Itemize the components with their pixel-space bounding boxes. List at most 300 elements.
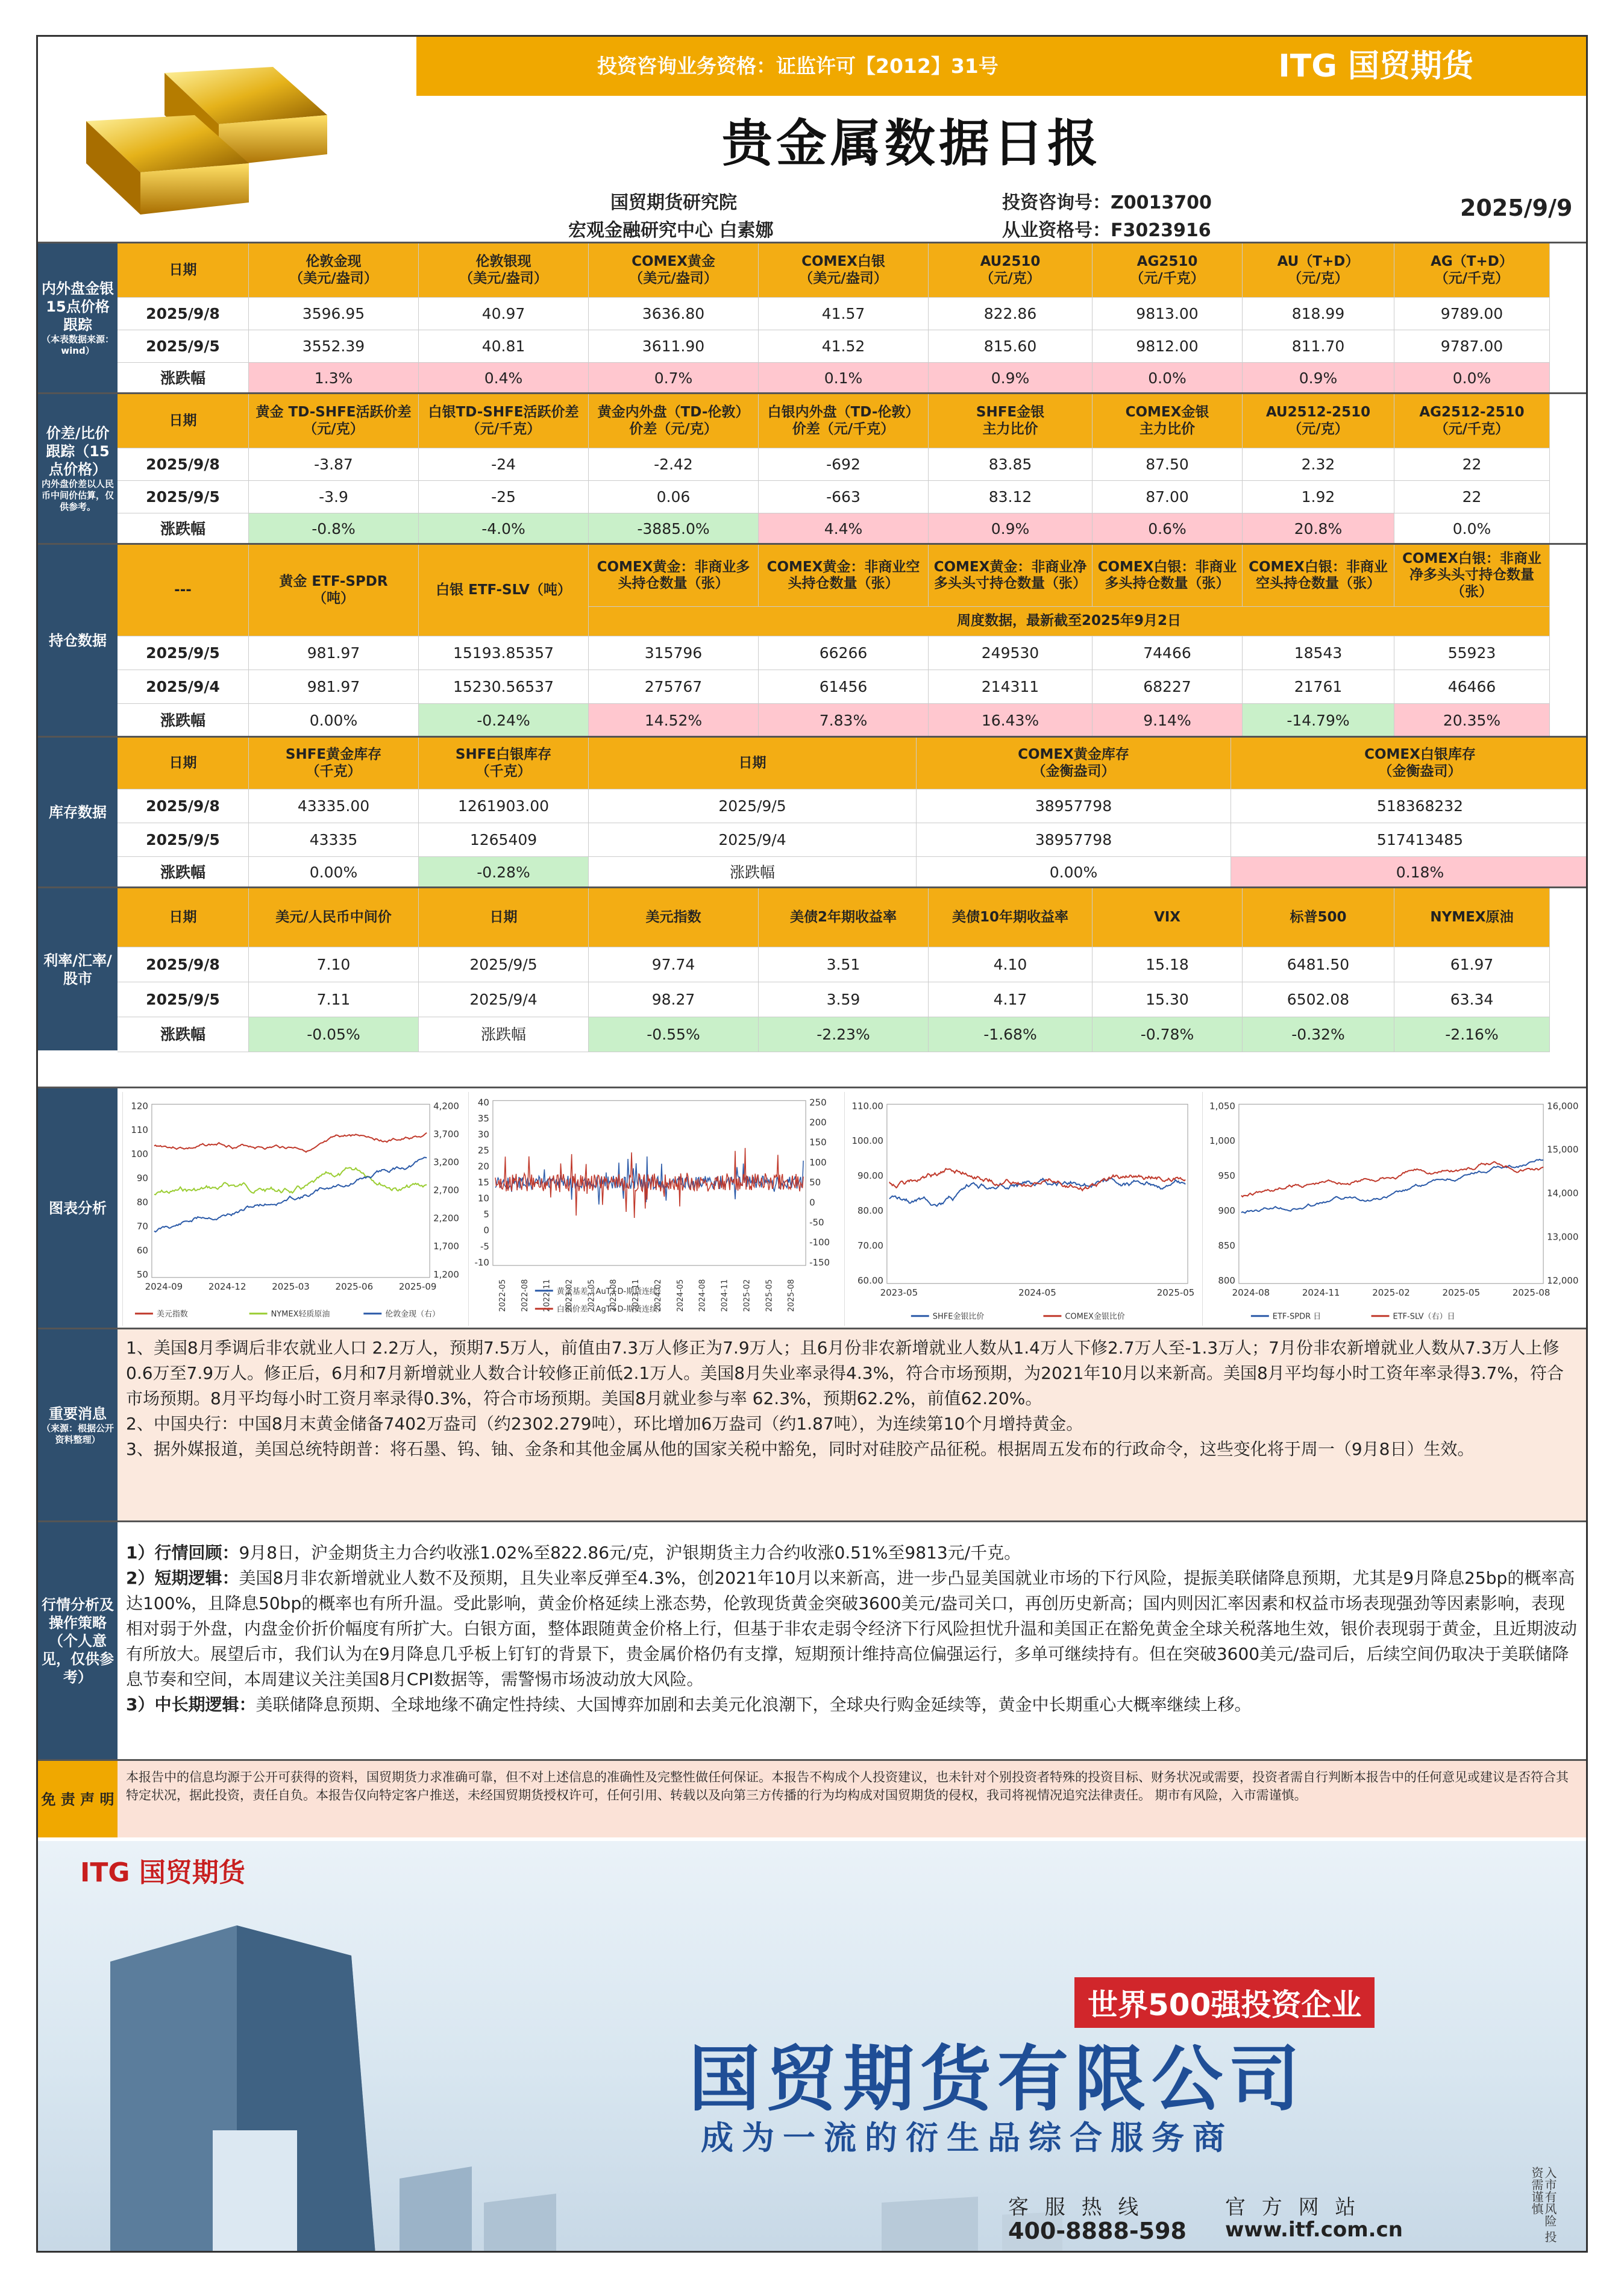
table-row bbox=[118, 513, 1588, 545]
table-cell: 38957798 bbox=[917, 823, 1231, 857]
table-cell: 3596.95 bbox=[249, 298, 419, 330]
column-header: 标普500 bbox=[1243, 888, 1394, 947]
table-cell: 3611.90 bbox=[589, 330, 759, 363]
tick-label: 35 bbox=[477, 1112, 489, 1124]
tick-label: 800 bbox=[1218, 1275, 1235, 1286]
table-cell: 16.43% bbox=[929, 704, 1093, 738]
section-note: （来源：根据公开资料整理） bbox=[41, 1422, 114, 1445]
table-cell: -25 bbox=[419, 481, 589, 513]
institute-name: 国贸期货研究院 bbox=[610, 192, 737, 213]
tick-label: 2024-11 bbox=[720, 1279, 730, 1312]
column-header: NYMEX原油 bbox=[1394, 888, 1550, 947]
tick-label: 2022-08 bbox=[520, 1279, 530, 1312]
table-cell: 2025/9/8 bbox=[118, 448, 249, 481]
table-cell: 0.18% bbox=[1231, 857, 1588, 888]
column-header: 黄金 ETF-SPDR （吨） bbox=[249, 545, 419, 636]
tick-label: 250 bbox=[809, 1097, 827, 1108]
tick-label: 0 bbox=[809, 1197, 815, 1208]
tick-label: 2,700 bbox=[433, 1185, 459, 1196]
news-item: 1、美国8月季调后非农就业人口 2.2万人，预期7.5万人，前值由7.3万人修正为7.9万人；且6月份非农新增就业人数从1.4万人下修2.7万人至-1.3万人；7月份非农新增就业人数从7.3万人上修0.6万至7.9万人。修正后，6月和7月新增就业人数合计较修正前低2.1万人。美国8月失业率录得4.3%，符合市场预期，为2021年10月以来新高。美国8月平均每小时工资年率录得3.7%，符合市场预期。8月平均每小时工资月率录得0.3%，符合市场预期。美国8月就业参与率 62.3%，预期62.2%，前值62.20%。 bbox=[126, 1338, 1564, 1408]
table-cell: 2025/9/4 bbox=[589, 823, 917, 857]
tick-label: 80 bbox=[136, 1197, 148, 1208]
table-cell: 2025/9/5 bbox=[118, 481, 249, 513]
footer-banner bbox=[38, 1841, 1588, 2253]
table-cell: 2025/9/4 bbox=[118, 670, 249, 704]
table-cell: 15193.85357 bbox=[419, 636, 589, 670]
table-cell: 0.00% bbox=[249, 704, 419, 738]
table-cell: 0.9% bbox=[929, 513, 1093, 545]
table-row bbox=[118, 1017, 1588, 1052]
table-cell: -3885.0% bbox=[589, 513, 759, 545]
table-cell: 2025/9/8 bbox=[118, 947, 249, 982]
table-cell: 18543 bbox=[1243, 636, 1394, 670]
tick-label: 2022-11 bbox=[542, 1279, 552, 1312]
website-link[interactable]: www.itf.com.cn bbox=[1225, 2218, 1403, 2242]
tick-label: 2025-02 bbox=[742, 1279, 752, 1312]
tick-label: 0 bbox=[483, 1225, 489, 1236]
table-cell: 2025/9/4 bbox=[419, 982, 589, 1017]
tick-label: 40 bbox=[477, 1097, 489, 1108]
tick-label: 2022-05 bbox=[498, 1279, 507, 1312]
risk-notice: 入市有风险 投资需谨慎 bbox=[1529, 2166, 1557, 2243]
column-header: COMEX白银：非商业空头持仓数量（张） bbox=[1243, 545, 1394, 607]
tick-label: 1,000 bbox=[1209, 1135, 1235, 1147]
table-cell: 6502.08 bbox=[1243, 982, 1394, 1017]
table-cell: 214311 bbox=[929, 670, 1093, 704]
table-cell: 0.9% bbox=[929, 363, 1093, 394]
section-label: 免 责 声 明 bbox=[38, 1761, 118, 1837]
table-cell: 涨跌幅 bbox=[118, 363, 249, 394]
tick-label: -5 bbox=[480, 1241, 489, 1252]
tick-label: -50 bbox=[809, 1217, 824, 1228]
table-cell: -0.24% bbox=[419, 704, 589, 738]
table-cell: 40.81 bbox=[419, 330, 589, 363]
tick-label: 2025-05 bbox=[1442, 1287, 1481, 1298]
tick-label: 2,200 bbox=[433, 1213, 459, 1224]
strategy-text: 9月8日，沪金期货主力合约收涨1.02%至822.86元/克，沪银期货主力合约收涨0.51%至9813元/千克。 bbox=[239, 1543, 1021, 1563]
table-row bbox=[118, 823, 1588, 857]
data-tables bbox=[38, 242, 1588, 1085]
table-cell: 518368232 bbox=[1231, 789, 1588, 823]
table-cell: 68227 bbox=[1093, 670, 1243, 704]
tick-label: 2023-08 bbox=[609, 1279, 619, 1312]
table-section bbox=[38, 242, 1588, 392]
tick-label: 850 bbox=[1218, 1240, 1235, 1251]
column-header: AU2510 （元/克） bbox=[929, 243, 1093, 298]
table-row bbox=[118, 704, 1588, 738]
footer-logo: ITG 国贸期货 bbox=[80, 1857, 245, 1888]
tick-label: 120 bbox=[131, 1100, 148, 1112]
tick-label: COMEX金银比价 bbox=[1065, 1312, 1125, 1322]
column-header: 黄金内外盘（TD-伦敦）价差（元/克） bbox=[589, 394, 759, 448]
table-cell: 涨跌幅 bbox=[419, 1017, 589, 1052]
table-cell: 2025/9/5 bbox=[589, 789, 917, 823]
table-cell: -0.32% bbox=[1243, 1017, 1394, 1052]
table-row bbox=[118, 670, 1588, 704]
tick-label: 13,000 bbox=[1547, 1231, 1579, 1243]
column-header: COMEX白银 （美元/盎司） bbox=[759, 243, 929, 298]
column-header: COMEX金银 主力比价 bbox=[1093, 394, 1243, 448]
tick-label: ETF-SPDR 日 bbox=[1272, 1312, 1321, 1322]
table-cell: 4.4% bbox=[759, 513, 929, 545]
column-header: COMEX黄金：非商业空头持仓数量（张） bbox=[759, 545, 929, 607]
table-cell: 0.00% bbox=[249, 857, 419, 888]
column-header: COMEX黄金库存 （金衡盎司） bbox=[917, 738, 1231, 789]
tick-label: 3,200 bbox=[433, 1156, 459, 1168]
column-header: AG2510 （元/千克） bbox=[1093, 243, 1243, 298]
section-label bbox=[38, 545, 118, 736]
itg-logo: ITG 国贸期货 bbox=[1278, 48, 1473, 84]
tick-label: 4,200 bbox=[433, 1100, 459, 1112]
column-header: SHFE白银库存 （千克） bbox=[419, 738, 589, 789]
table-row bbox=[118, 481, 1588, 513]
table-cell: 61456 bbox=[759, 670, 929, 704]
table-cell: -24 bbox=[419, 448, 589, 481]
column-header: 日期 bbox=[419, 888, 589, 947]
tick-label: 90 bbox=[136, 1173, 148, 1184]
tick-label: 900 bbox=[1218, 1205, 1235, 1216]
table-cell: -0.05% bbox=[249, 1017, 419, 1052]
section-label bbox=[38, 243, 118, 392]
table-cell: 1.3% bbox=[249, 363, 419, 394]
tick-label: 2023-11 bbox=[632, 1279, 641, 1312]
table-cell: 2025/9/5 bbox=[419, 947, 589, 982]
news-section bbox=[38, 1328, 1588, 1520]
table-cell: 15.18 bbox=[1093, 947, 1243, 982]
table-cell: -1.68% bbox=[929, 1017, 1093, 1052]
table-cell: 0.7% bbox=[589, 363, 759, 394]
table-cell: 74466 bbox=[1093, 636, 1243, 670]
disclaimer-text: 本报告中的信息均源于公开可获得的资料，国贸期货力求准确可靠，但不对上述信息的准确性及完整性做任何保证。本报告不构成个人投资建议，也未针对个别投资者特殊的投资目标、财务状况或需要，投资者需自行判断本报告中的任何意见或建议是否符合其特定状况，据此投资，责任自负。本报告仅向特定客户推送，未经国贸期货授权许可，任何引用、转载以及向第三方传播的行为均构成对国贸期货的侵权，我司将视情况追究法律责任。 期市有风险，入市需谨慎。 bbox=[126, 1770, 1569, 1803]
table-row bbox=[118, 636, 1588, 670]
strategy-label: 3）中长期逻辑： bbox=[126, 1695, 256, 1714]
section-note: 内外盘价差以人民币中间价估算，仅供参考。 bbox=[41, 478, 114, 512]
table-row bbox=[118, 363, 1588, 394]
tick-label: 2025-08 bbox=[1512, 1287, 1550, 1298]
chart-dxy-oil-gold bbox=[122, 1092, 466, 1326]
table-cell: 涨跌幅 bbox=[118, 1017, 249, 1052]
table-section bbox=[38, 736, 1588, 886]
section-title: 利率/汇率/股市 bbox=[43, 952, 112, 987]
tick-label: 伦敦金现（右） bbox=[385, 1310, 440, 1319]
section-label: 行情分析及操作策略（个人意见，仅供参考） bbox=[38, 1522, 118, 1759]
column-header: 伦敦金现 （美元/盎司） bbox=[249, 243, 419, 298]
chart-section bbox=[38, 1087, 1588, 1328]
table-cell: 41.52 bbox=[759, 330, 929, 363]
column-header: COMEX黄金 （美元/盎司） bbox=[589, 243, 759, 298]
tick-label: 30 bbox=[477, 1129, 489, 1140]
table-cell: 20.35% bbox=[1394, 704, 1550, 738]
table-cell: 0.0% bbox=[1093, 363, 1243, 394]
column-header: COMEX黄金：非商业净多头头寸持仓数量（张） bbox=[929, 545, 1093, 607]
tick-label: 1,700 bbox=[433, 1241, 459, 1252]
table-cell: 2025/9/5 bbox=[118, 330, 249, 363]
column-header: SHFE金银 主力比价 bbox=[929, 394, 1093, 448]
table-cell: 1261903.00 bbox=[419, 789, 589, 823]
table-row bbox=[118, 298, 1588, 330]
table-cell: 1265409 bbox=[419, 823, 589, 857]
section-label: 图表分析 bbox=[38, 1088, 118, 1328]
strategy-text: 美国8月非农新增就业人数不及预期，且失业率反弹至4.3%，创2021年10月以来新高，进一步凸显美国就业市场的下行风险，提振美联储降息预期，尤其是9月降息25bp的概率高达100%，且降息50bp的概率也有所升温。受此影响，黄金价格延续上涨态势，伦敦现货黄金突破3600美元/盎司关口，再创历史新高；国内则因汇率因素和权益市场表现强劲等因素影响，表现相对弱于外盘，内盘金价折价幅度有所扩大。白银方面，整体跟随黄金价格上行，但基于非农走弱令经济下行风险担忧升温和美国正在豁免黄金全球关税落地生效，银价表现弱于黄金，且近期波动有所放大。展望后市，我们认为在9月降息几乎板上钉钉的背景下，贵金属价格仍有支撑，短期预计维持高位偏强运行，多单可继续持有。但在突破3600美元/盎司后，后续空间仍取决于美联储降息节奏和空间，本周建议关注美国8月CPI数据等，需警惕市场波动放大风险。 bbox=[126, 1568, 1578, 1689]
page-title: 贵金属数据日报 bbox=[721, 114, 1102, 173]
section-title: 价差/比价跟踪（15点价格） bbox=[46, 425, 110, 478]
table-row bbox=[118, 947, 1588, 982]
series-line bbox=[154, 1133, 427, 1152]
footer-company: 国贸期货有限公司 bbox=[689, 2038, 1306, 2121]
table-cell: 87.50 bbox=[1093, 448, 1243, 481]
weekly-note: 周度数据，最新截至2025年9月2日 bbox=[589, 607, 1550, 636]
tick-label: 2024-08 bbox=[698, 1279, 707, 1312]
table-cell: 3.59 bbox=[759, 982, 929, 1017]
tick-label: 15,000 bbox=[1547, 1144, 1579, 1155]
column-header: 白银内外盘（TD-伦敦）价差（元/千克） bbox=[759, 394, 929, 448]
table-cell: -0.55% bbox=[589, 1017, 759, 1052]
table-cell: 4.10 bbox=[929, 947, 1093, 982]
section-label bbox=[38, 888, 118, 1050]
table-row bbox=[118, 857, 1588, 888]
tick-label: 150 bbox=[809, 1137, 827, 1148]
tick-label: 2024-02 bbox=[653, 1279, 663, 1312]
table-row bbox=[118, 789, 1588, 823]
website-label: 官 方 网 站 bbox=[1225, 2195, 1361, 2220]
tick-label: 70.00 bbox=[857, 1240, 883, 1251]
column-header: 伦敦银现 （美元/盎司） bbox=[419, 243, 589, 298]
table-cell: 涨跌幅 bbox=[589, 857, 917, 888]
strategy-section bbox=[38, 1520, 1588, 1759]
table-cell: -0.28% bbox=[419, 857, 589, 888]
table-header-row bbox=[118, 545, 1588, 636]
report-page bbox=[36, 35, 1588, 2253]
tick-label: 2024-08 bbox=[1232, 1287, 1270, 1298]
table-cell: -2.16% bbox=[1394, 1017, 1550, 1052]
table-cell: -2.23% bbox=[759, 1017, 929, 1052]
column-header: 美债2年期收益率 bbox=[759, 888, 929, 947]
table-cell: 517413485 bbox=[1231, 823, 1588, 857]
table-section bbox=[38, 392, 1588, 543]
table-cell: 7.11 bbox=[249, 982, 419, 1017]
tick-label: 2024-12 bbox=[208, 1281, 246, 1292]
practice-number: 从业资格号：F3023916 bbox=[1002, 220, 1211, 241]
column-header: 日期 bbox=[118, 243, 249, 298]
section-title: 持仓数据 bbox=[49, 632, 107, 649]
column-header: AU2512-2510 （元/克） bbox=[1243, 394, 1394, 448]
table-cell: 9812.00 bbox=[1093, 330, 1243, 363]
column-header: VIX bbox=[1093, 888, 1243, 947]
column-header: COMEX白银库存 （金衡盎司） bbox=[1231, 738, 1588, 789]
table-cell: 43335.00 bbox=[249, 789, 419, 823]
tick-label: 2025-03 bbox=[272, 1281, 310, 1292]
table-cell: 3636.80 bbox=[589, 298, 759, 330]
table-cell: 41.57 bbox=[759, 298, 929, 330]
tick-label: 2025-02 bbox=[1372, 1287, 1410, 1298]
license-text: 投资咨询业务资格：证监许可【2012】31号 bbox=[597, 54, 999, 78]
table-row bbox=[118, 330, 1588, 363]
table-cell: -0.8% bbox=[249, 513, 419, 545]
department-name: 宏观金融研究中心 白素娜 bbox=[568, 220, 774, 241]
hotline-label: 客 服 热 线 bbox=[1008, 2195, 1144, 2220]
table-cell: 2025/9/8 bbox=[118, 298, 249, 330]
tick-label: 3,700 bbox=[433, 1128, 459, 1140]
table-cell: 818.99 bbox=[1243, 298, 1394, 330]
table-cell: 0.0% bbox=[1394, 363, 1550, 394]
table-cell: -692 bbox=[759, 448, 929, 481]
table-row bbox=[118, 448, 1588, 481]
column-header: SHFE黄金库存 （千克） bbox=[249, 738, 419, 789]
tick-label: 20 bbox=[477, 1161, 489, 1172]
table-cell: 20.8% bbox=[1243, 513, 1394, 545]
tick-label: 15 bbox=[477, 1177, 489, 1188]
tick-label: 100.00 bbox=[851, 1135, 883, 1147]
table-cell: 61.97 bbox=[1394, 947, 1550, 982]
tick-label: 2025-06 bbox=[335, 1281, 374, 1292]
tick-label: 2023-05 bbox=[880, 1287, 918, 1298]
table-cell: 9789.00 bbox=[1394, 298, 1550, 330]
chart-gold-silver-ratio bbox=[844, 1092, 1200, 1326]
table-header-row bbox=[118, 738, 1588, 789]
table-cell: 3552.39 bbox=[249, 330, 419, 363]
table-cell: 83.85 bbox=[929, 448, 1093, 481]
tick-label: 2024-05 bbox=[676, 1279, 685, 1312]
section-label bbox=[38, 394, 118, 543]
table-cell: 2025/9/5 bbox=[118, 636, 249, 670]
table-cell: 涨跌幅 bbox=[118, 513, 249, 545]
chart-basis bbox=[468, 1092, 842, 1326]
tick-label: -150 bbox=[809, 1256, 830, 1268]
table-cell: 63.34 bbox=[1394, 982, 1550, 1017]
tick-label: 10 bbox=[477, 1193, 489, 1204]
column-header: 日期 bbox=[118, 738, 249, 789]
table-cell: 981.97 bbox=[249, 636, 419, 670]
table-cell: 2.32 bbox=[1243, 448, 1394, 481]
table-row bbox=[118, 982, 1588, 1017]
series-line bbox=[154, 1168, 427, 1195]
tick-label: 110.00 bbox=[851, 1100, 883, 1112]
table-cell: 815.60 bbox=[929, 330, 1093, 363]
column-header: 美元/人民币中间价 bbox=[249, 888, 419, 947]
section-label bbox=[38, 738, 118, 886]
table-header-row bbox=[118, 394, 1588, 448]
news-item: 2、中国央行：中国8月末黄金储备7402万盎司（约2302.279吨），环比增加6万盎司（约1.87吨），为连续第10个月增持黄金。 bbox=[126, 1414, 1083, 1434]
table-cell: 15.30 bbox=[1093, 982, 1243, 1017]
plot-frame bbox=[887, 1104, 1188, 1283]
tick-label: 70 bbox=[136, 1220, 148, 1232]
tick-label: 白银价差（AgT+D-期货连续） bbox=[556, 1305, 666, 1314]
table-cell: 275767 bbox=[589, 670, 759, 704]
table-cell: 38957798 bbox=[917, 789, 1231, 823]
table-cell: 40.97 bbox=[419, 298, 589, 330]
tick-label: 950 bbox=[1218, 1170, 1235, 1182]
table-cell: 0.6% bbox=[1093, 513, 1243, 545]
column-header: 白银TD-SHFE活跃价差（元/千克） bbox=[419, 394, 589, 448]
table-cell: -663 bbox=[759, 481, 929, 513]
table-cell: 822.86 bbox=[929, 298, 1093, 330]
tick-label: 80.00 bbox=[857, 1205, 883, 1216]
table-cell: 9813.00 bbox=[1093, 298, 1243, 330]
table-cell: -4.0% bbox=[419, 513, 589, 545]
column-header: 白银 ETF-SLV（吨） bbox=[419, 545, 589, 636]
table-cell: 811.70 bbox=[1243, 330, 1394, 363]
consult-number: 投资咨询号：Z0013700 bbox=[1002, 192, 1212, 213]
table-cell: -14.79% bbox=[1243, 704, 1394, 738]
table-cell: 0.0% bbox=[1394, 513, 1550, 545]
section-note: （本表数据来源：wind） bbox=[41, 333, 114, 356]
table-section bbox=[38, 886, 1588, 1050]
tick-label: 2024-05 bbox=[1018, 1287, 1056, 1298]
tick-label: 90.00 bbox=[857, 1170, 883, 1182]
table-cell: 22 bbox=[1394, 448, 1550, 481]
tick-label: 2025-08 bbox=[787, 1279, 797, 1312]
table-cell: 249530 bbox=[929, 636, 1093, 670]
table-cell: 0.9% bbox=[1243, 363, 1394, 394]
series-line bbox=[154, 1158, 427, 1232]
strategy-label: 2）短期逻辑： bbox=[126, 1568, 239, 1588]
strategy-label: 1）行情回顾： bbox=[126, 1543, 239, 1563]
table-cell: 9.14% bbox=[1093, 704, 1243, 738]
strategy-text: 美联储降息预期、全球地缘不确定性持续、大国博弈加剧和去美元化浪潮下，全球央行购金延续等，黄金中长期重心大概率继续上移。 bbox=[256, 1695, 1252, 1714]
chart-etf-holdings bbox=[1202, 1092, 1585, 1326]
column-header: AG2512-2510 （元/千克） bbox=[1394, 394, 1550, 448]
gold-bars-image bbox=[74, 49, 357, 230]
tick-label: 2025-05 bbox=[1156, 1287, 1195, 1298]
tick-label: 110 bbox=[131, 1125, 148, 1136]
table-cell: 0.4% bbox=[419, 363, 589, 394]
tick-label: 2023-05 bbox=[587, 1279, 597, 1312]
tick-label: 黄金基差（AuT+D-期货连续） bbox=[556, 1287, 665, 1296]
tick-label: 12,000 bbox=[1547, 1275, 1579, 1286]
table-cell: 0.1% bbox=[759, 363, 929, 394]
table-cell: 46466 bbox=[1394, 670, 1550, 704]
table-cell: 9787.00 bbox=[1394, 330, 1550, 363]
tick-label: -100 bbox=[809, 1237, 830, 1248]
column-header: 黄金 TD-SHFE活跃价差（元/克） bbox=[249, 394, 419, 448]
table-cell: 2025/9/8 bbox=[118, 789, 249, 823]
tick-label: 200 bbox=[809, 1117, 827, 1128]
tick-label: 100 bbox=[131, 1149, 148, 1160]
table-cell: 7.10 bbox=[249, 947, 419, 982]
table-cell: 87.00 bbox=[1093, 481, 1243, 513]
tick-label: 2025-09 bbox=[398, 1281, 437, 1292]
table-cell: -0.78% bbox=[1093, 1017, 1243, 1052]
table-cell: 315796 bbox=[589, 636, 759, 670]
tick-label: 25 bbox=[477, 1144, 489, 1156]
series-line bbox=[889, 1178, 1185, 1206]
table-cell: -3.9 bbox=[249, 481, 419, 513]
tick-label: 5 bbox=[483, 1209, 489, 1220]
tick-label: 美元指数 bbox=[156, 1310, 188, 1319]
column-header: AU（T+D） （元/克） bbox=[1243, 243, 1394, 298]
table-cell: 22 bbox=[1394, 481, 1550, 513]
disclaimer-section bbox=[38, 1759, 1588, 1837]
table-cell: 55923 bbox=[1394, 636, 1550, 670]
table-cell: 97.74 bbox=[589, 947, 759, 982]
table-cell: 83.12 bbox=[929, 481, 1093, 513]
column-header: 美元指数 bbox=[589, 888, 759, 947]
table-section bbox=[38, 543, 1588, 736]
tick-label: 60.00 bbox=[857, 1275, 883, 1286]
table-cell: 3.51 bbox=[759, 947, 929, 982]
news-item: 3、据外媒报道，美国总统特朗普：将石墨、钨、铀、金条和其他金属从他的国家关税中豁免，同时对硅胶产品征税。根据周五发布的行政命令，这些变化将于周一（9月8日）生效。 bbox=[126, 1439, 1475, 1459]
column-header: 日期 bbox=[118, 888, 249, 947]
table-cell: 43335 bbox=[249, 823, 419, 857]
table-header-row bbox=[118, 888, 1588, 947]
table-cell: 14.52% bbox=[589, 704, 759, 738]
hotline-number: 400-8888-598 bbox=[1008, 2218, 1187, 2244]
section-label: 重要消息 bbox=[49, 1405, 107, 1422]
table-cell: 21761 bbox=[1243, 670, 1394, 704]
section-title: 内外盘金银15点价格跟踪 bbox=[42, 280, 114, 333]
table-cell: 4.17 bbox=[929, 982, 1093, 1017]
tick-label: 14,000 bbox=[1547, 1188, 1579, 1199]
